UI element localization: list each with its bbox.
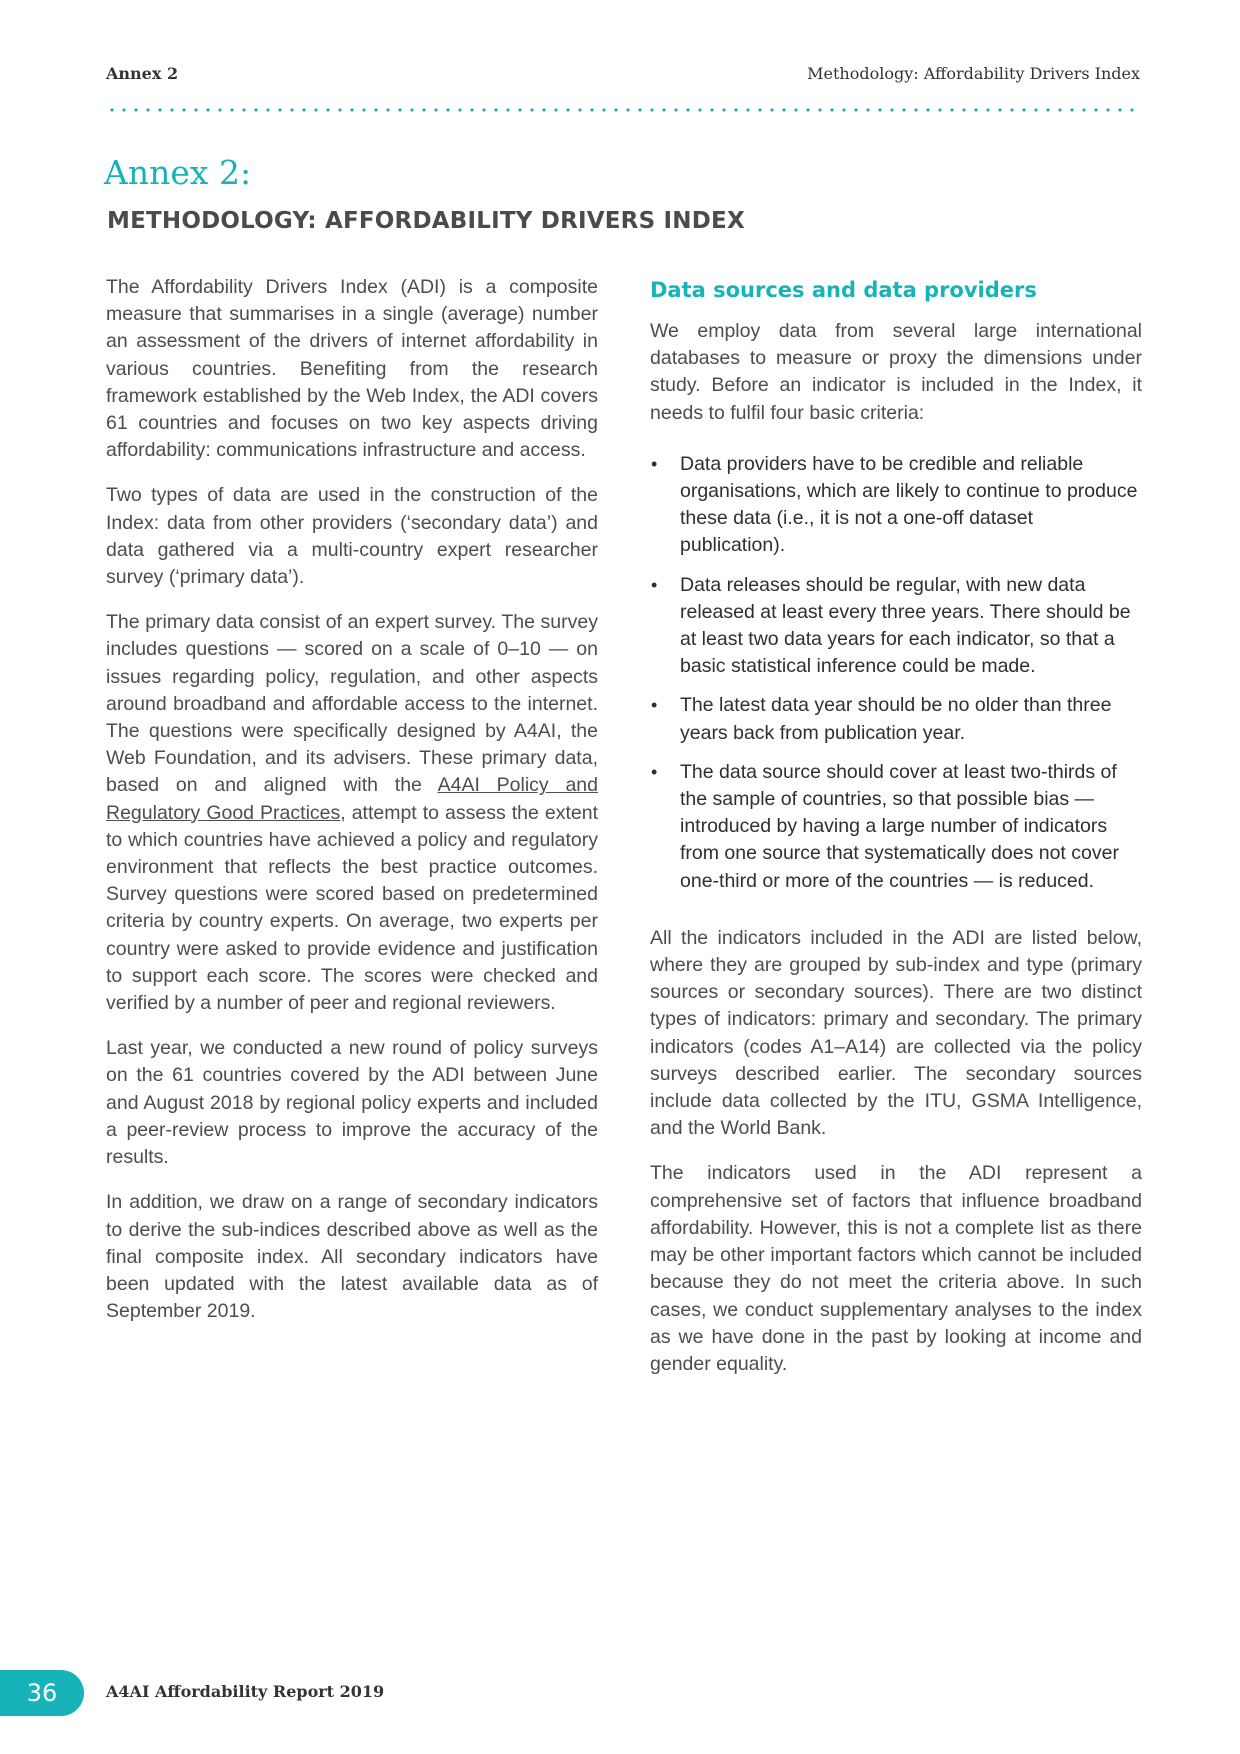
list-item (650, 451, 1142, 560)
running-header (106, 64, 1140, 88)
footer-publication-title: A4AI Affordability Report 2019 (106, 1682, 385, 1701)
page-number-tab (0, 1670, 84, 1716)
bullet-icon: • (651, 453, 658, 474)
paragraph: Last year, we conducted a new round of policy surveys on the 61 countries covered by the ADI between June and August 2018 by regional policy experts and included a peer-review process to improve the accuracy of the results. (106, 1037, 598, 1169)
page-number: 36 (26, 1679, 58, 1707)
list-item (650, 759, 1142, 895)
criteria-list (650, 451, 1142, 895)
bullet-icon: • (651, 574, 658, 595)
paragraph: Two types of data are used in the construction of the Index: data from other providers (‘secondary data’) and data gathered via a multi-country expert researcher survey (‘primary data’). (106, 484, 598, 589)
bullet-icon: • (651, 695, 658, 716)
dotted-divider (106, 108, 1140, 112)
paragraph (106, 609, 598, 1017)
header-section-label: Annex 2 (106, 64, 179, 83)
paragraph: In addition, we draw on a range of secondary indicators to derive the sub-indices described above as well as the final composite index. All secondary indicators have been updated with the latest available data as of September 2019. (106, 1191, 598, 1323)
list-item (650, 692, 1142, 746)
paragraph: We employ data from several large international databases to measure or proxy the dimensions under study. Before an indicator is included in the Index, it needs to fulfil four basic criteria: (650, 320, 1142, 424)
page-title: Annex 2: (104, 153, 252, 192)
list-item-text: Data releases should be regular, with new data released at least every three years. There should be at least two data years for each indicator, so that a basic statistical inference could be made. (680, 573, 1131, 678)
page-subtitle: METHODOLOGY: AFFORDABILITY DRIVERS INDEX (107, 208, 745, 234)
list-item-text: Data providers have to be credible and reliable organisations, which are likely to continue to produce these data (i.e., it is not a one-off dataset publication). (680, 452, 1138, 557)
list-item-text: The latest data year should be no older than three years back from publication year. (680, 694, 1112, 744)
list-item (650, 572, 1142, 681)
good-practices-link[interactable]: A4AI Policy and Regulatory Good Practices (106, 774, 598, 824)
paragraph: The Affordability Drivers Index (ADI) is a composite measure that summarises in a single (average) number an assessment of the drivers of internet affordability in various countries. Benefiting from the research framework established by the Web Index, the ADI covers 61 countries and focuses on two key aspects driving affordability: communications infrastructure and access. (106, 276, 598, 462)
paragraph: All the indicators included in the ADI are listed below, where they are grouped by sub-index and type (primary sources or secondary sources). There are two distinct types of indicators: primary and secondary. The primary indicators (codes A1–A14) are collected via the policy surveys described earlier. The secondary sources include data collected by the ITU, GSMA Intelligence, and the World Bank. (650, 926, 1142, 1140)
bullet-icon: • (651, 761, 658, 782)
section-heading: Data sources and data providers (650, 278, 1037, 302)
right-column (650, 276, 1142, 1396)
left-column (106, 274, 598, 1343)
paragraph: The indicators used in the ADI represent a comprehensive set of factors that influence broadband affordability. However, this is not a complete list as there may be other important factors which cannot be included because they do not meet the criteria above. In such cases, we conduct supplementary analyses to the index as we have done in the past by looking at income and gender equality. (650, 1162, 1142, 1375)
paragraph-text: , attempt to assess the extent to which countries have achieved a policy and regulatory environment that reflects the best practice outcomes. Survey questions were scored based on predetermined criteria by country experts. On average, two experts per country were asked to provide evidence and justification to support each score. The scores were checked and verified by a number of peer and regional reviewers. (106, 801, 599, 1015)
list-item-text: The data source should cover at least two-thirds of the sample of countries, so that possible bias — introduced by having a large number of indicators from one source that systematically does not cover one-third or more of the countries — is reduced. (680, 760, 1119, 892)
header-chapter-title: Methodology: Affordability Drivers Index (807, 64, 1140, 83)
paragraph-text: The primary data consist of an expert survey. The survey includes questions — scored on a scale of 0–10 — on issues regarding policy, regulation, and other aspects around broadband and affordable access to the internet. The questions were specifically designed by A4AI, the Web Foundation, and its advisers. These primary data, based on and aligned with the (106, 611, 598, 797)
